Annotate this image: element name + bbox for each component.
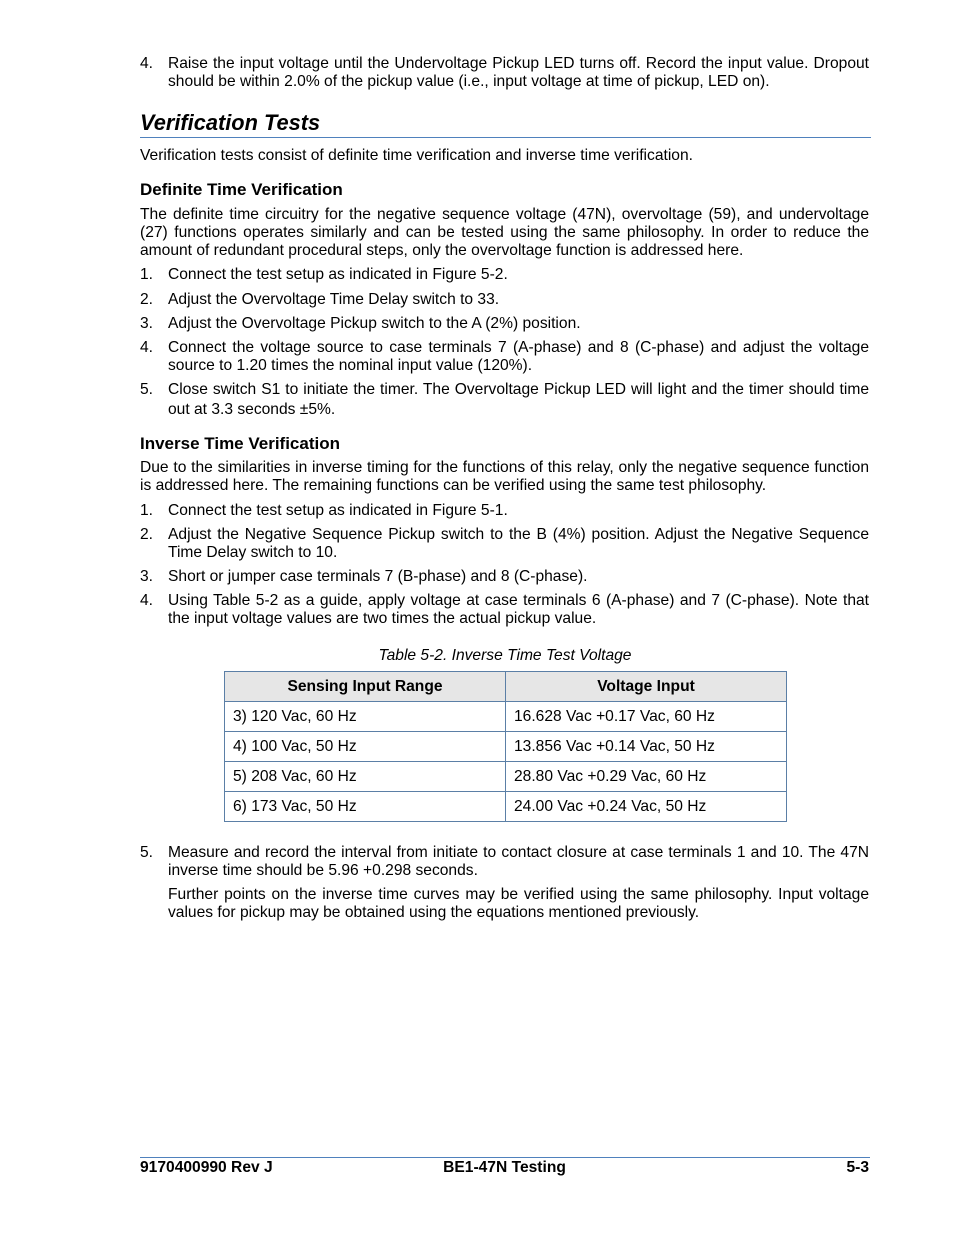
step-text: Using Table 5-2 as a guide, apply voltage at case terminals 6 (A-phase) and 7 (C-phase). Note that the input voltage values are two times the actual pickup value. [168,592,869,627]
footer-title: BE1-47N Testing [443,1159,566,1176]
footer-page-number: 5-3 [846,1159,869,1176]
step-number: 2. [140,526,154,543]
inverse-step-3 [140,568,869,586]
step-number: 1. [140,502,154,519]
step-number: 1. [140,266,154,283]
step-number: 4. [140,339,154,356]
table-header-row [225,672,787,702]
step-number: 5. [140,844,154,861]
table-row [225,792,787,822]
step-text: Close switch S1 to initiate the timer. The Overvoltage Pickup LED will light and the timer should time out at 3.3 seconds ±5%. [168,381,869,418]
step-text: Connect the test setup as indicated in Figure 5-2. [168,266,508,283]
table-header-voltage-input: Voltage Input [506,672,787,702]
table-cell: 24.00 Vac +0.24 Vac, 50 Hz [506,792,787,822]
step-number: 3. [140,568,154,585]
inverse-step-5 [140,844,869,880]
definite-step-1 [140,266,869,284]
step-number: 4. [140,592,154,609]
section-title-rule [140,137,871,138]
table-cell: 4) 100 Vac, 50 Hz [225,732,506,762]
inverse-time-test-voltage-table [224,671,787,822]
inverse-step-2 [140,526,869,562]
inverse-step-4 [140,592,869,628]
table-row [225,762,787,792]
definite-step-2 [140,291,869,309]
table-row [225,732,787,762]
definite-step-3 [140,315,869,333]
step-text: Adjust the Negative Sequence Pickup switch to the B (4%) position. Adjust the Negative Sequence Time Delay switch to 10. [168,526,869,561]
table-cell: 6) 173 Vac, 50 Hz [225,792,506,822]
table-cell: 5) 208 Vac, 60 Hz [225,762,506,792]
footer-rule [140,1157,870,1158]
definite-step-5 [140,380,869,420]
undervoltage-dropout-step [140,55,869,91]
table-row [225,702,787,732]
closing-note: Further points on the inverse time curves may be verified using the same philosophy. Input voltage values for pickup may be obtained using the equations mentioned previously. [168,886,869,921]
table-cell: 13.856 Vac +0.14 Vac, 50 Hz [506,732,787,762]
step-number: 2. [140,291,154,308]
step-text: Connect the test setup as indicated in Figure 5-1. [168,502,508,519]
table-cell: 3) 120 Vac, 60 Hz [225,702,506,732]
definite-time-paragraph: The definite time circuitry for the negative sequence voltage (47N), overvoltage (59), and undervoltage (27) functions operates similarly and can be tested using the same philosophy. In order to reduce the amount of redundant procedural steps, only the overvoltage function is addressed here. [140,206,869,259]
inverse-time-heading: Inverse Time Verification [140,434,340,453]
table-header-sensing-input-range: Sensing Input Range [225,672,506,702]
section-title: Verification Tests [140,110,321,135]
definite-time-heading: Definite Time Verification [140,180,343,199]
table-cell: 16.628 Vac +0.17 Vac, 60 Hz [506,702,787,732]
table-cell: 28.80 Vac +0.29 Vac, 60 Hz [506,762,787,792]
step-text: Measure and record the interval from initiate to contact closure at case terminals 1 and 10. The 47N inverse time should be 5.96 +0.298 seconds. [168,844,869,879]
step-number: 3. [140,315,154,332]
step-text: Connect the voltage source to case terminals 7 (A-phase) and 8 (C-phase) and adjust the voltage source to 1.20 times the nominal input value (120%). [168,339,869,374]
inverse-time-paragraph: Due to the similarities in inverse timing for the functions of this relay, only the negative sequence function is addressed here. The remaining functions can be verified using the same test philosophy. [140,459,869,494]
table-caption: Table 5-2. Inverse Time Test Voltage [378,647,632,664]
step-text: Short or jumper case terminals 7 (B-phase) and 8 (C-phase). [168,568,588,585]
step-text: Raise the input voltage until the Undervoltage Pickup LED turns off. Record the input value. Dropout should be within 2.0% of the pickup value (i.e., input voltage at time of pickup, LED on). [168,55,869,90]
inverse-step-1 [140,502,869,520]
step-text: Adjust the Overvoltage Pickup switch to the A (2%) position. [168,315,581,332]
section-intro: Verification tests consist of definite time verification and inverse time verification. [140,147,693,164]
step-number: 5. [140,381,154,398]
step-text: Adjust the Overvoltage Time Delay switch to 33. [168,291,500,308]
footer-doc-number: 9170400990 Rev J [140,1159,273,1176]
step-number: 4. [140,55,154,72]
definite-step-4 [140,339,869,375]
